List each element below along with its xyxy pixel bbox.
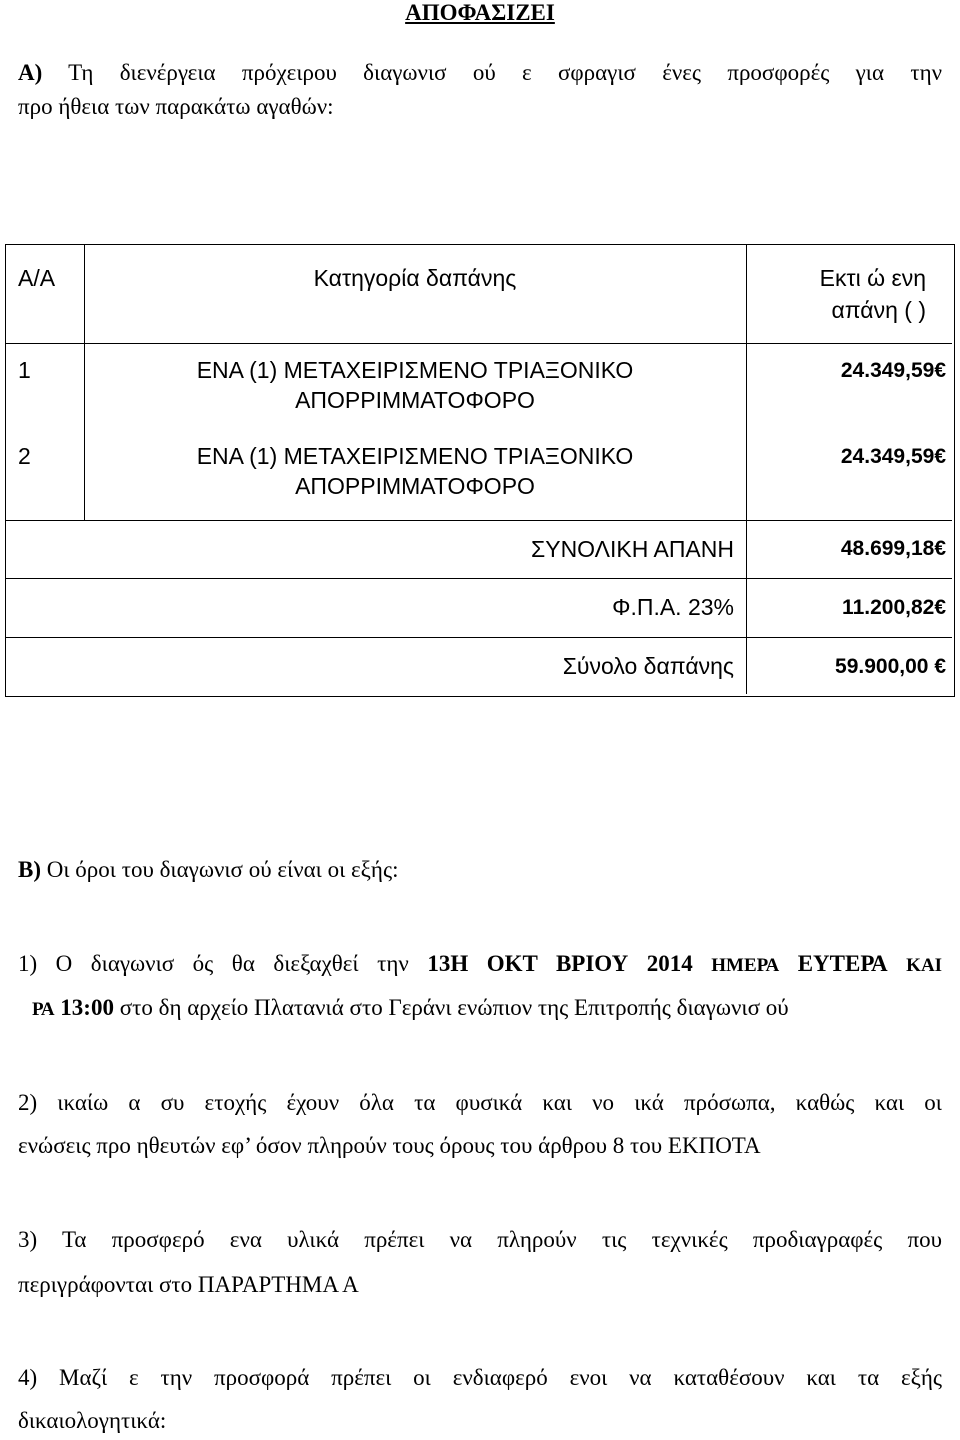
section-b-heading: Β) Οι όροι του διαγωνισ ού είναι οι εξής: [18,857,399,882]
expense-table [5,244,955,697]
total-label: ΣΥΝΟΛΙΚΗ ΑΠΑΝΗ [531,536,734,562]
term-4-line2: δικαιολογητικά: [18,1408,167,1433]
row-1-desc-line2: ΑΠΟΡΡΙΜΜΑΤΟΦΟΡΟ [295,387,535,413]
section-a-label: Α) [18,60,43,85]
vat-label: Φ.Π.Α. 23% [612,594,734,620]
grand-total-amount: 59.900,00 € [835,655,946,678]
table-divider [6,578,952,579]
euro-icon: € [934,537,946,560]
term-4-line1: 4) Μαζί ε την προσφορά πρέπει οι ενδιαφερό ενοι να καταθέσουν και τα εξής [18,1365,942,1390]
section-a-line2: προ ήθεια των παρακάτω αγαθών: [18,94,334,119]
row-1-aa: 1 [18,357,31,383]
vat-amount: 11.200,82€ [842,596,946,619]
row-1-amount: 24.349,59€ [840,359,946,382]
row-2-amount: 24.349,59€ [840,445,946,468]
header-estimated-line2: απάνη ( ) [831,297,926,323]
table-divider [6,520,952,521]
table-divider [6,343,952,344]
header-category: Κατηγορία δαπάνης [313,265,517,291]
section-a-line1: Α) Τη διενέργεια πρόχειρου διαγωνισ ού ε σφραγισ ένες προσφορές για την [18,60,942,85]
euro-icon: € [934,655,946,678]
term-2-line2: ενώσεις προ ηθευτών εφ’ όσον πληρούν τους όρους του άρθρου 8 του ΕΚΠΟΤΑ [18,1133,761,1158]
euro-icon: € [934,445,946,468]
total-amount: 48.699,18€ [840,537,946,560]
row-2-desc-line1: ΕΝΑ (1) ΜΕΤΑΧΕΙΡΙΣΜΕΝΟ ΤΡΙΑΞΟΝΙΚΟ [196,443,634,469]
term-3-line2: περιγράφονται στο ΠΑΡΑΡΤΗΜΑ Α [18,1272,359,1297]
term-1-line1: 1) Ο διαγωνισ ός θα διεξαχθεί την 13Η ΟΚΤ ΒΡΙΟΥ 2014 ΗΜΕΡΑ ΕΥΤΕΡΑ ΚΑΙ [18,951,943,976]
term-2-line1: 2) ικαίω α συ ετοχής έχουν όλα τα φυσικά και νο ικά πρόσωπα, καθώς και οι [18,1090,942,1115]
header-aa: Α/Α [18,265,56,291]
euro-icon: € [934,359,946,382]
section-b-label: Β) [18,857,41,882]
table-divider [6,637,952,638]
term-1-line2: ΡΑ 13:00 στο δη αρχείο Πλατανιά στο Γεράνι ενώπιον της Επιτροπής διαγωνισ ού [32,995,789,1020]
term-3-line1: 3) Τα προσφερό ενα υλικά πρέπει να πληρούν τις τεχνικές προδιαγραφές που [18,1227,942,1252]
euro-icon: € [934,596,946,619]
document-title: ΑΠΟΦΑΣΙΖΕΙ [405,0,555,25]
row-2-aa: 2 [18,443,31,469]
row-2-desc-line2: ΑΠΟΡΡΙΜΜΑΤΟΦΟΡΟ [295,473,535,499]
header-estimated-line1: Εκτι ώ ενη [819,265,926,291]
grand-total-label: Σύνολο δαπάνης [562,653,734,679]
row-1-desc-line1: ΕΝΑ (1) ΜΕΤΑΧΕΙΡΙΣΜΕΝΟ ΤΡΙΑΞΟΝΙΚΟ [196,357,634,383]
